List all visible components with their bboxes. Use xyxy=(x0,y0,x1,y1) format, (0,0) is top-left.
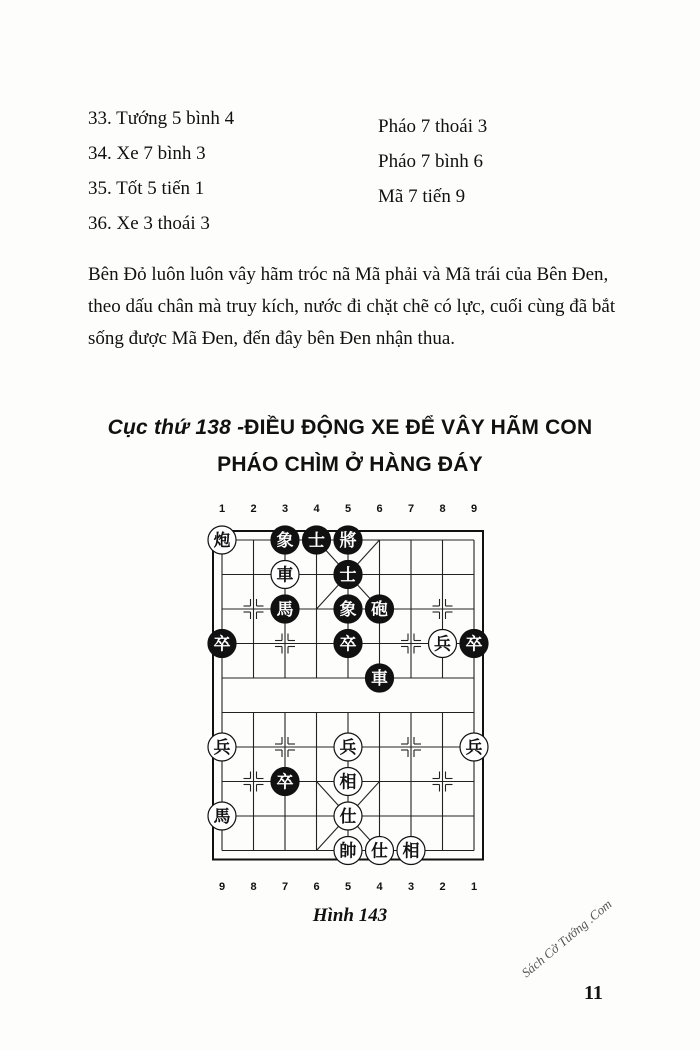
piece-label: 馬 xyxy=(213,807,231,827)
figure-caption: Hình 143 xyxy=(312,905,388,926)
piece-label: 車 xyxy=(371,669,388,689)
bottom-file-label: 5 xyxy=(344,881,352,893)
piece-label: 仕 xyxy=(339,807,357,827)
bottom-file-label: 1 xyxy=(470,881,478,893)
commentary-text: Bên Đỏ luôn luôn vây hãm tróc nã Mã phải và Mã trái của Bên Đen, theo dấu chân mà truy kích, nước đi chặt chẽ có lực, cuối cùng đã bắt sống được Mã Đen, đến đây bên Đen nhận thua. xyxy=(88,264,616,349)
bottom-file-label: 6 xyxy=(313,881,320,893)
top-file-label: 8 xyxy=(439,503,446,515)
top-file-label: 6 xyxy=(376,503,383,515)
bottom-file-label: 2 xyxy=(439,881,446,893)
page-number: 11 xyxy=(584,982,603,1004)
move-row xyxy=(88,174,628,209)
red-move: 33. Tướng 5 bình 4 xyxy=(88,108,235,129)
piece-label: 車 xyxy=(276,565,294,586)
piece-label: 兵 xyxy=(213,738,231,758)
black-move: Mã 7 tiến 9 xyxy=(378,186,466,207)
board-diagram xyxy=(190,498,520,898)
title-prefix: Cục thứ 138 - xyxy=(107,416,245,439)
bottom-file-label: 3 xyxy=(407,881,415,893)
bottom-file-label: 7 xyxy=(281,881,289,893)
top-file-label: 1 xyxy=(218,503,226,515)
bottom-file-label: 9 xyxy=(218,881,226,893)
piece-label: 兵 xyxy=(434,634,451,655)
move-row xyxy=(88,139,628,174)
piece-label: 帥 xyxy=(339,841,357,862)
piece-label: 相 xyxy=(402,841,420,862)
top-file-label: 4 xyxy=(313,503,320,515)
top-file-label: 5 xyxy=(344,503,352,515)
piece-label: 士 xyxy=(339,565,357,586)
piece-label: 相 xyxy=(339,772,357,793)
piece-label: 象 xyxy=(276,531,294,551)
piece-label: 象 xyxy=(339,600,357,620)
black-move: Pháo 7 thoái 3 xyxy=(378,116,488,137)
piece-label: 卒 xyxy=(339,634,357,655)
piece-label: 兵 xyxy=(465,738,483,758)
piece-label: 卒 xyxy=(465,634,483,655)
top-file-label: 7 xyxy=(407,503,415,515)
title-main: ĐIỀU ĐỘNG XE ĐỂ VÂY HÃM CON xyxy=(244,416,593,439)
move-list xyxy=(88,104,628,244)
top-file-label: 2 xyxy=(250,503,257,515)
section-title-line1 xyxy=(60,416,640,440)
red-move: 36. Xe 3 thoái 3 xyxy=(88,213,210,234)
piece-label: 卒 xyxy=(276,772,294,793)
piece-label: 砲 xyxy=(371,600,388,620)
watermark: Sách Cờ Tướng .Com xyxy=(518,896,615,981)
black-move: Pháo 7 bình 6 xyxy=(378,151,484,172)
piece-label: 士 xyxy=(308,531,325,551)
piece-label: 卒 xyxy=(213,634,231,655)
piece-label: 仕 xyxy=(371,841,388,862)
top-file-label: 9 xyxy=(470,503,478,515)
commentary-paragraph xyxy=(88,259,628,355)
section-title-line2: PHÁO CHÌM Ở HÀNG ĐÁY xyxy=(217,453,483,476)
piece-label: 將 xyxy=(339,531,357,551)
move-row xyxy=(88,104,628,139)
bottom-file-label: 8 xyxy=(250,881,257,893)
xiangqi-board xyxy=(190,498,520,898)
piece-label: 兵 xyxy=(339,738,357,758)
top-file-label: 3 xyxy=(281,503,289,515)
move-row xyxy=(88,209,628,244)
piece-label: 馬 xyxy=(276,600,294,620)
red-move: 35. Tốt 5 tiến 1 xyxy=(88,178,205,199)
bottom-file-label: 4 xyxy=(376,881,383,893)
red-move: 34. Xe 7 bình 3 xyxy=(88,143,206,164)
piece-label: 炮 xyxy=(213,531,231,551)
